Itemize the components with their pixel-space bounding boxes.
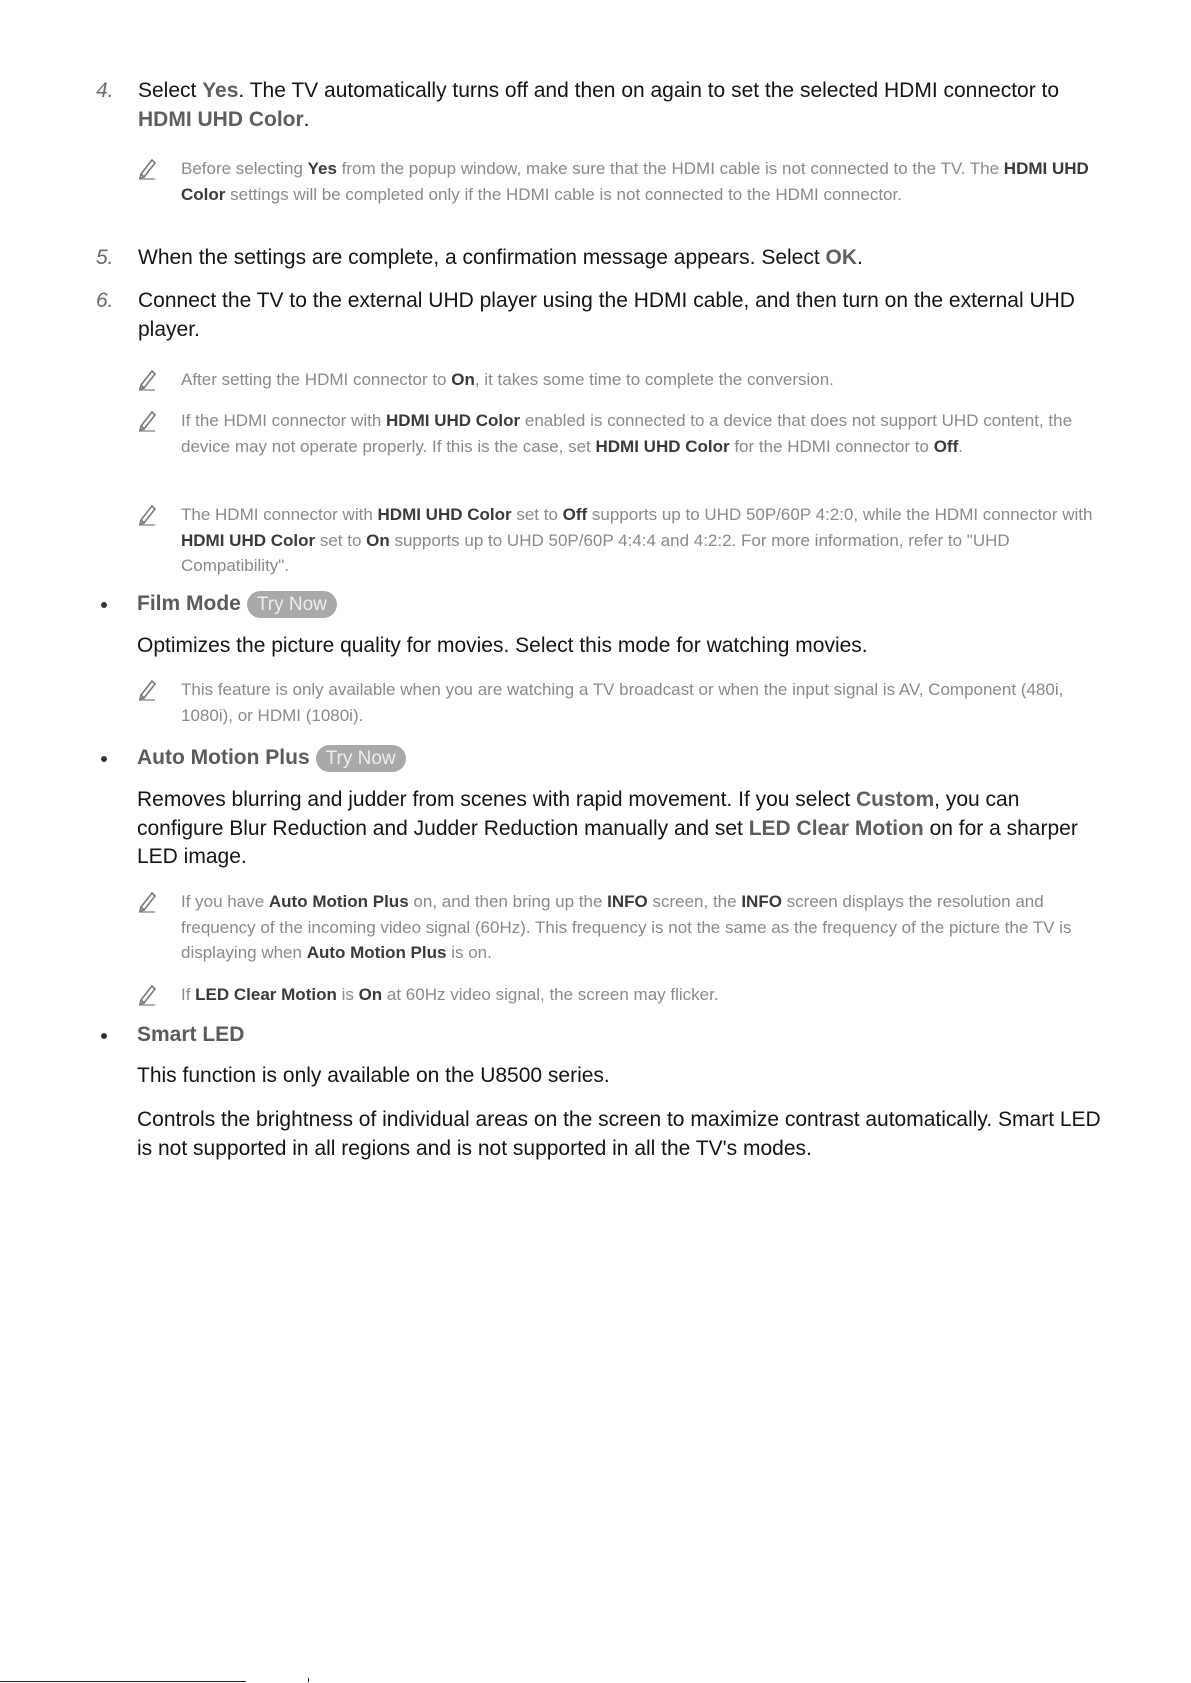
pencil-note-icon <box>137 408 159 432</box>
smart-led-heading <box>97 1020 1097 1049</box>
pencil-note-icon <box>137 156 159 180</box>
pencil-note-icon <box>137 367 159 391</box>
smart-led-title: Smart LED <box>137 1023 245 1046</box>
step-text: Connect the TV to the external UHD player using the HDMI cable, and then turn on the external UHD player. <box>138 289 1075 341</box>
step-number: 6. <box>96 289 114 312</box>
auto-motion-plus-description: Removes blurring and judder from scenes with rapid movement. If you select Custom, you can configure Blur Reduction and Judder Reduction manually and set LED Clear Motion on for a sharper LED image. <box>137 788 1078 868</box>
step-5 <box>96 243 1106 272</box>
hdmi-uhd-color-option: HDMI UHD Color <box>138 108 304 131</box>
led-clear-motion-option: LED Clear Motion <box>748 816 924 840</box>
step-number: 5. <box>96 246 114 269</box>
bullet-dot <box>101 1033 107 1039</box>
pencil-note-icon <box>137 889 159 913</box>
smart-led-description: Controls the brightness of individual areas on the screen to maximize contrast automatically. Smart LED is not supported in all regions and is not supported in all the TV's modes. <box>137 1108 1101 1160</box>
note-step-4: Before selecting Yes from the popup window, make sure that the HDMI cable is not connected to the TV. The HDMI UHD Color settings will be completed only if the HDMI cable is not connected to the HDMI connector. <box>137 156 1117 207</box>
step-6 <box>96 286 1106 344</box>
note-film-mode: This feature is only available when you are watching a TV broadcast or when the input signal is AV, Component (480i, 1080i), or HDMI (1080i). <box>137 677 1117 728</box>
note-step-6-2: If the HDMI connector with HDMI UHD Color enabled is connected to a device that does not support UHD content, the device may not operate properly. If this is the case, set HDMI UHD Color for the HDMI connector to Off. <box>137 408 1117 459</box>
smart-led-availability: This function is only available on the U8500 series. <box>137 1064 610 1087</box>
note-auto-motion-1: If you have Auto Motion Plus on, and then bring up the INFO screen, the INFO screen displays the resolution and frequency of the incoming video signal (60Hz). This frequency is not the same as the frequency of the picture the TV is displaying when Auto Motion Plus is on. <box>137 889 1117 966</box>
custom-option: Custom <box>856 788 935 811</box>
bullet-dot <box>101 602 107 608</box>
note-step-6-1: After setting the HDMI connector to On, it takes some time to complete the conversion. <box>137 367 1117 393</box>
yes-option: Yes <box>202 79 239 102</box>
film-mode-description: Optimizes the picture quality for movies. Select this mode for watching movies. <box>137 634 868 657</box>
try-now-button[interactable]: Try Now <box>247 591 337 618</box>
ok-option: OK <box>825 246 858 269</box>
note-auto-motion-2: If LED Clear Motion is On at 60Hz video signal, the screen may flicker. <box>137 982 1117 1008</box>
film-mode-title: Film Mode <box>137 592 241 615</box>
footer-mark <box>308 1678 309 1682</box>
step-text: When the settings are complete, a confirmation message appears. Select OK. <box>138 246 863 269</box>
footer-rule <box>0 1681 246 1682</box>
step-4 <box>96 76 1106 134</box>
step-number: 4. <box>96 79 114 102</box>
film-mode-heading <box>97 589 1097 618</box>
pencil-note-icon <box>137 677 159 701</box>
bullet-dot <box>101 756 107 762</box>
step-text: Select Yes. The TV automatically turns off and then on again to set the selected HDMI connector to HDMI UHD Color. <box>138 79 1060 131</box>
try-now-button[interactable]: Try Now <box>316 745 406 772</box>
pencil-note-icon <box>137 982 159 1006</box>
auto-motion-plus-title: Auto Motion Plus <box>137 746 310 769</box>
pencil-note-icon <box>137 502 159 526</box>
note-step-6-3: The HDMI connector with HDMI UHD Color set to Off supports up to UHD 50P/60P 4:2:0, while the HDMI connector with HDMI UHD Color set to On supports up to UHD 50P/60P 4:4:4 and 4:2:2. For more information, refer to "UHD Compatibility". <box>137 502 1117 579</box>
auto-motion-plus-heading <box>97 743 1097 772</box>
